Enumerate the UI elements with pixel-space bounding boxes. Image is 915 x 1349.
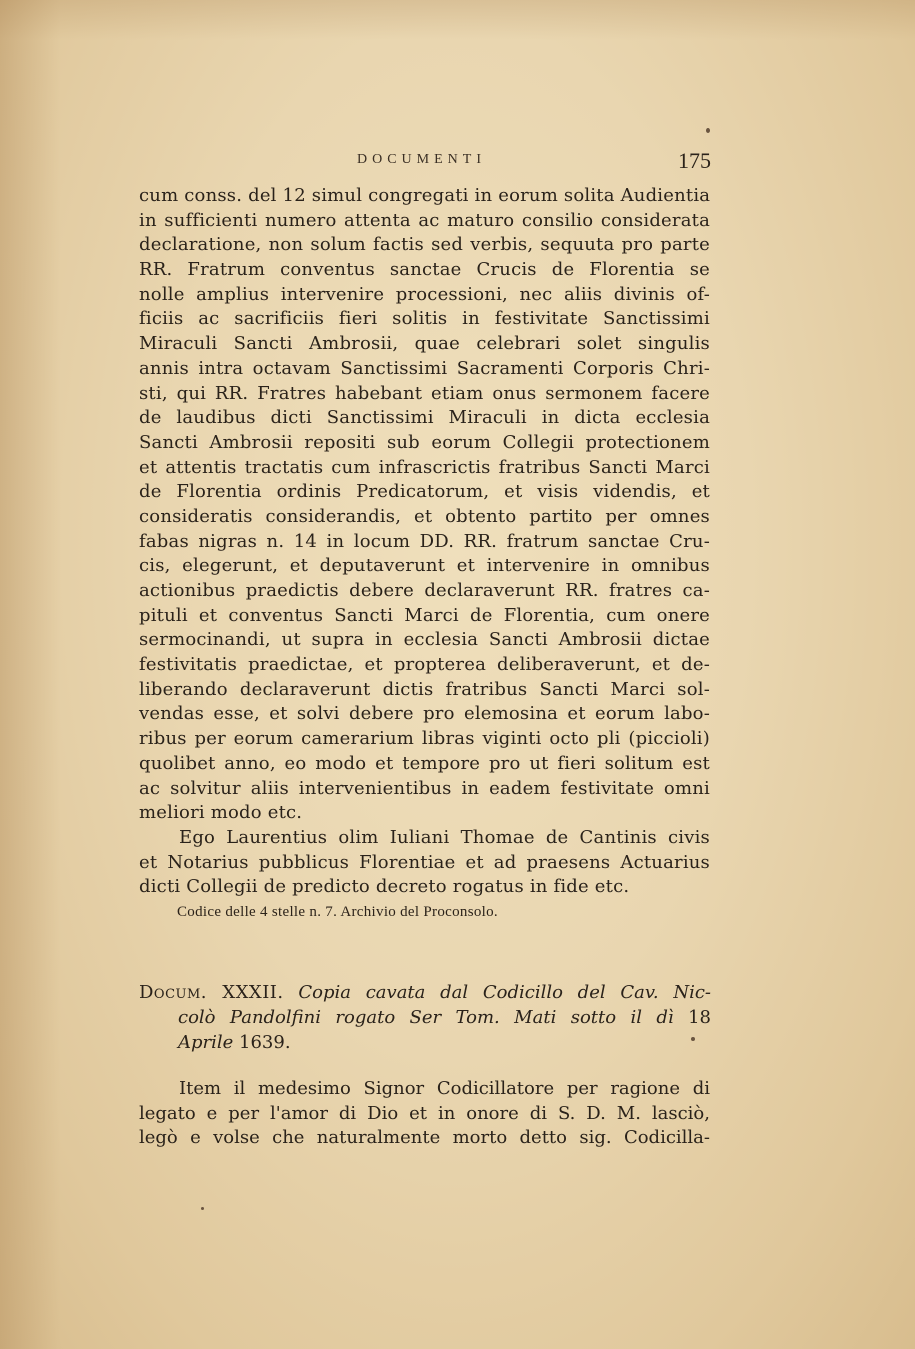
- paragraph-codicil: [139, 1077, 710, 1151]
- text-line: declaratione, non solum factis sed verbis, sequuta pro parte: [139, 234, 710, 256]
- heading-day: 18: [688, 1007, 711, 1028]
- running-head: [139, 148, 711, 178]
- text-line: dicti Collegii de predicto decreto rogatus in fide etc.: [139, 876, 630, 898]
- text-line: ac solvitur aliis intervenientibus in eadem festivitate omni: [139, 777, 710, 799]
- page-number: 175: [678, 148, 711, 173]
- heading-month: Aprile: [178, 1032, 234, 1053]
- heading-title-part: Copia cavata dal Codicillo del Cav. Nic-: [298, 982, 711, 1003]
- text-line: et Notarius pubblicus Florentiae et ad praesens Actuarius: [139, 851, 710, 873]
- text-line: cum conss. del 12 simul congregati in eorum solita Audientia: [139, 185, 711, 206]
- text-line: legò e volse che naturalmente morto detto sig. Codicilla-: [139, 1127, 710, 1149]
- source-citation: Codice delle 4 stelle n. 7. Archivio del Proconsolo.: [177, 904, 498, 920]
- text-line: annis intra octavam Sanctissimi Sacramenti Corporis Chri-: [139, 357, 710, 379]
- heading-year: 1639.: [239, 1032, 291, 1053]
- text-line: cis, elegerunt, et deputaverunt et intervenire in omnibus: [139, 555, 710, 577]
- text-line: fabas nigras n. 14 in locum DD. RR. fratrum sanctae Cru-: [139, 530, 710, 552]
- text-line: Miraculi Sancti Ambrosii, quae celebrari solet singulis: [139, 333, 710, 355]
- document-heading: [139, 980, 711, 1055]
- text-line: ribus per eorum camerarium libras viginti octo pli (piccioli): [139, 728, 710, 750]
- text-line: liberando declaraverunt dictis fratribus Sancti Marci sol-: [139, 678, 710, 700]
- document-label: Docum. XXXII.: [139, 982, 284, 1003]
- text-line: pituli et conventus Sancti Marci de Florentia, cum onere: [139, 604, 710, 626]
- text-line: et attentis tractatis cum infrascrictis fratribus Sancti Marci: [139, 456, 710, 478]
- text-line: Sancti Ambrosii repositi sub eorum Collegii protectionem: [139, 431, 710, 453]
- text-line: sermocinandi, ut supra in ecclesia Sancti Ambrosii dictae: [139, 629, 710, 651]
- text-line: RR. Fratrum conventus sanctae Crucis de Florentia se: [139, 259, 710, 281]
- heading-line: [139, 1030, 711, 1055]
- text-line: meliori modo etc.: [139, 802, 303, 824]
- text-line: ficiis ac sacrificiis fieri solitis in festivitate Sanctissimi: [139, 308, 710, 330]
- heading-line: [139, 980, 711, 1005]
- heading-title-part: colò Pandolfini rogato Ser Tom. Mati sotto il dì: [178, 1007, 674, 1028]
- paper-speck: [706, 128, 710, 133]
- paper-speck: [201, 1207, 204, 1210]
- text-line: de Florentia ordinis Predicatorum, et visis videndis, et: [139, 481, 710, 503]
- text-line: Ego Laurentius olim Iuliani Thomae de Cantinis civis: [179, 826, 710, 848]
- text-line: Item il medesimo Signor Codicillatore per ragione di: [179, 1078, 710, 1099]
- heading-line: [139, 1005, 711, 1030]
- text-line: de laudibus dicti Sanctissimi Miraculi in dicta ecclesia: [139, 407, 710, 429]
- text-line: in sufficienti numero attenta ac maturo consilio considerata: [139, 209, 710, 231]
- text-line: actionibus praedictis debere declaraverunt RR. fratres ca-: [139, 580, 710, 601]
- text-line: nolle amplius intervenire processioni, nec aliis divinis of-: [139, 283, 710, 305]
- text-line: legato e per l'amor di Dio et in onore di S. D. M. lasciò,: [139, 1102, 710, 1124]
- running-head-title: DOCUMENTI: [357, 152, 486, 167]
- text-line: festivitatis praedictae, et propterea deliberaverunt, et de-: [139, 654, 710, 676]
- text-line: consideratis considerandis, et obtento partito per omnes: [139, 505, 710, 527]
- text-line: sti, qui RR. Fratres habebant etiam onus sermonem facere: [139, 382, 710, 404]
- text-line: vendas esse, et solvi debere pro elemosina et eorum labo-: [139, 703, 710, 725]
- text-line: quolibet anno, eo modo et tempore pro ut fieri solitum est: [139, 752, 710, 774]
- paragraph-decree: [139, 184, 710, 900]
